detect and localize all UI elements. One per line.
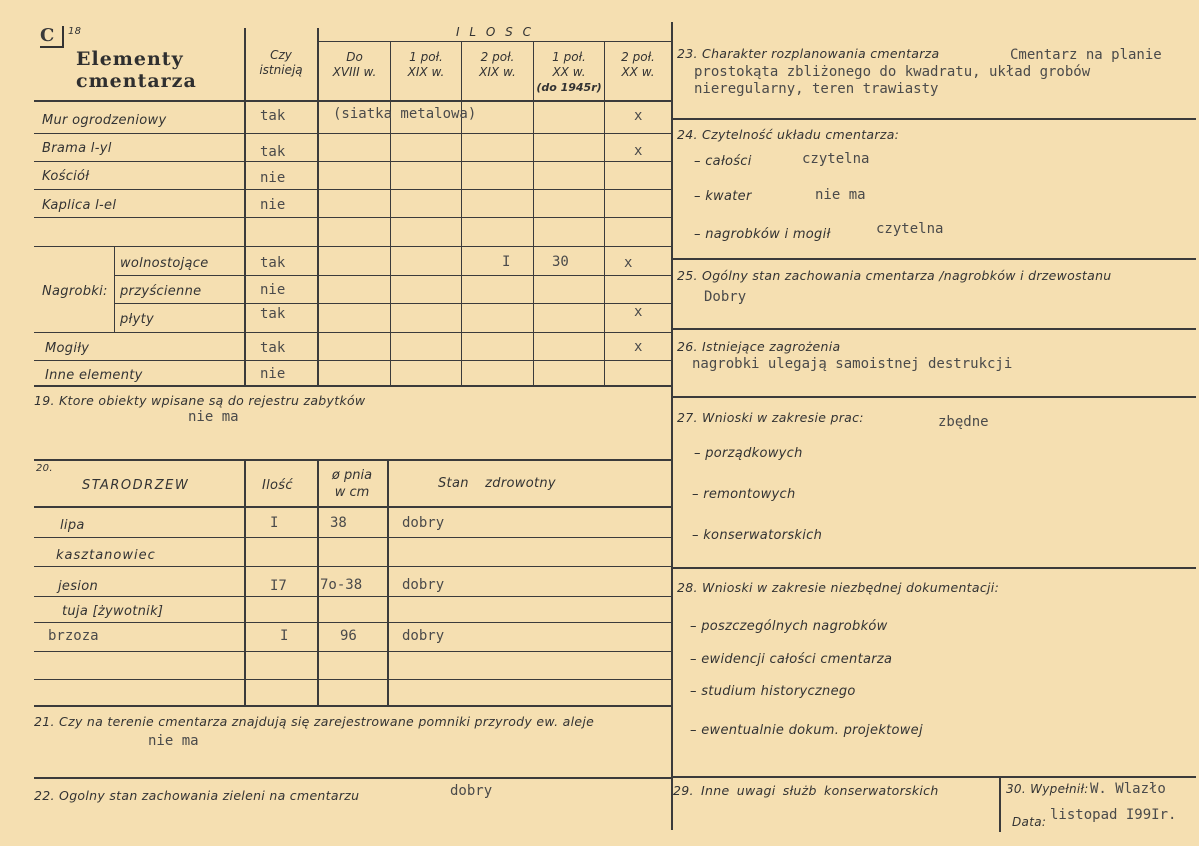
- tree-qty: I: [270, 515, 279, 531]
- grid-line: [34, 777, 672, 779]
- q24-label: 24. Czytelność układu cmentarza:: [677, 127, 900, 142]
- q28-item: – poszczególnych nagrobków: [690, 619, 888, 634]
- grave-row-label: wolnostojące: [120, 256, 209, 271]
- tree-qty: I: [280, 628, 289, 644]
- row-exists: nie: [260, 197, 286, 213]
- q20-header-qty: Ilość: [262, 478, 293, 493]
- q23-answer-line3: nieregularny, teren trawiasty: [694, 81, 939, 97]
- q30-date-label: Data:: [1012, 815, 1047, 829]
- q20-number: 20.: [36, 463, 53, 474]
- period-header-5: 2 poł. XX w.: [621, 50, 655, 79]
- q24-item-answer: nie ma: [815, 187, 866, 203]
- period-header-3: 2 poł. XIX w.: [479, 50, 516, 79]
- q26-answer: nagrobki ulegają samoistnej destrukcji: [692, 356, 1013, 372]
- q27-item: – remontowych: [692, 487, 796, 502]
- row-mark: x: [634, 143, 643, 159]
- q25-label: 25. Ogólny stan zachowania cmentarza /nagrobków i drzewostanu: [677, 268, 1112, 283]
- grave-row-count: I: [502, 254, 511, 270]
- row-exists: nie: [260, 170, 286, 186]
- row-label: Mur ogrodzeniowy: [42, 113, 167, 128]
- tree-health: dobry: [402, 628, 445, 644]
- q23-answer-line2: prostokąta zbliżonego do kwadratu, układ grobów: [694, 64, 1091, 80]
- tree-name: jesion: [58, 579, 98, 594]
- grave-row-mark: x: [624, 255, 633, 271]
- q29-label: 29. Inne uwagi służb konserwatorskich: [673, 783, 939, 798]
- period-header-4: 1 poł. XX w. (do 1945r): [536, 50, 602, 94]
- q27-answer: zbędne: [938, 414, 989, 430]
- grid-line: [34, 217, 672, 218]
- tree-diam: 96: [340, 628, 357, 644]
- grave-row-label: przyścienne: [120, 284, 202, 299]
- q19-answer: nie ma: [188, 409, 239, 425]
- q19-label: 19. Ktore obiekty wpisane są do rejestru zabytków: [34, 393, 366, 408]
- q30-label: 30. Wypełnił:: [1006, 782, 1089, 796]
- grid-line: [114, 275, 672, 276]
- grid-line: [672, 328, 1196, 330]
- q28-item: – studium historycznego: [690, 684, 856, 699]
- q27-label: 27. Wnioski w zakresie prac:: [677, 410, 864, 425]
- q23-answer-line1: Cmentarz na planie: [1010, 47, 1162, 63]
- grid-line: [34, 360, 672, 361]
- q28-label: 28. Wnioski w zakresie niezbędnej dokumentacji:: [677, 580, 1000, 595]
- grid-line: [604, 42, 605, 386]
- grid-line: [672, 118, 1196, 120]
- period-header-1: Do XVIII w.: [332, 50, 377, 79]
- period-header-2: 1 poł. XIX w.: [407, 50, 445, 79]
- q24-item-label: – całości: [694, 154, 752, 169]
- row-exists: nie: [260, 366, 286, 382]
- section-letter-box: C: [40, 26, 64, 48]
- tree-name: lipa: [60, 518, 85, 533]
- section-number: 18: [68, 26, 82, 37]
- tree-health: dobry: [402, 577, 445, 593]
- center-divider: [671, 22, 673, 830]
- grave-row-exists: tak: [260, 306, 286, 322]
- tree-diam: 38: [330, 515, 347, 531]
- row-label: Kościół: [42, 169, 90, 184]
- row-exists: tak: [260, 340, 286, 356]
- grid-line: [34, 622, 672, 623]
- grid-line: [34, 385, 672, 387]
- q22-label: 22. Ogolny stan zachowania zieleni na cmentarzu: [34, 788, 360, 803]
- elements-title-line1: Elementy: [76, 48, 184, 70]
- row-label: Mogiły: [45, 341, 90, 356]
- grid-line: [34, 189, 672, 190]
- row-label: Kaplica l-el: [42, 198, 117, 213]
- q24-item-label: – nagrobków i mogił: [694, 227, 831, 242]
- grid-line: [34, 133, 672, 134]
- grid-line: [999, 776, 1001, 832]
- grave-row-label: płyty: [120, 312, 154, 327]
- grid-line: [317, 41, 672, 42]
- grid-line: [34, 596, 672, 597]
- grid-line: [672, 396, 1196, 398]
- graves-label: Nagrobki:: [42, 284, 108, 299]
- q24-item-answer: czytelna: [802, 151, 870, 167]
- row-mark: x: [634, 108, 643, 124]
- grid-line: [244, 459, 246, 707]
- elements-title-line2: cmentarza: [76, 70, 197, 92]
- row-exists: tak: [260, 108, 286, 124]
- grave-row-count: 30: [552, 254, 569, 270]
- q23-label: 23. Charakter rozplanowania cmentarza: [677, 46, 940, 61]
- tree-qty: I7: [270, 578, 287, 594]
- row-exists: tak: [260, 144, 286, 160]
- tree-name: brzoza: [48, 628, 99, 644]
- grid-line: [672, 567, 1196, 569]
- grid-line: [34, 651, 672, 652]
- grave-row-mark: x: [634, 304, 643, 320]
- tree-health: dobry: [402, 515, 445, 531]
- q30-name: W. Wlazło: [1090, 781, 1166, 797]
- grid-line: [387, 459, 389, 707]
- grid-line: [34, 537, 672, 538]
- q28-item: – ewentualnie dokum. projektowej: [690, 723, 923, 738]
- q24-item-answer: czytelna: [876, 221, 944, 237]
- grid-line: [34, 161, 672, 162]
- tree-name: tuja [żywotnik]: [62, 604, 164, 619]
- grid-line: [34, 332, 672, 333]
- q21-answer: nie ma: [148, 733, 199, 749]
- row-label: Inne elementy: [45, 368, 143, 383]
- tree-diam: 7o-38: [320, 577, 363, 593]
- grave-row-exists: tak: [260, 255, 286, 271]
- q20-header-name: STARODRZEW: [82, 478, 190, 493]
- grid-line: [461, 42, 462, 386]
- quantity-header: I L O S C: [456, 25, 534, 39]
- grid-line: [672, 776, 1196, 778]
- row-label: Brama l-yl: [42, 141, 112, 156]
- q20-header-health: Stan zdrowotny: [438, 476, 556, 491]
- q20-header-diam: ø pnia w cm: [331, 468, 373, 500]
- row-mark: x: [634, 339, 643, 355]
- grid-line: [34, 246, 672, 247]
- row-note: (siatka metalowa): [333, 106, 477, 122]
- q26-label: 26. Istniejące zagrożenia: [677, 339, 841, 354]
- q25-answer: Dobry: [704, 289, 747, 305]
- q30-date: listopad I99Ir.: [1050, 807, 1177, 823]
- grid-line: [390, 42, 391, 386]
- q21-label: 21. Czy na terenie cmentarza znajdują się zarejestrowane pomniki przyrody ew. aleje: [34, 714, 595, 729]
- exists-header: Czy istnieją: [259, 48, 303, 77]
- grid-line: [114, 246, 115, 332]
- q24-item-label: – kwater: [694, 189, 752, 204]
- grave-row-exists: nie: [260, 282, 286, 298]
- grid-line: [34, 100, 672, 102]
- grid-line: [34, 459, 672, 461]
- q27-item: – porządkowych: [694, 446, 803, 461]
- grid-line: [34, 705, 672, 707]
- grid-line: [34, 679, 672, 680]
- grid-line: [114, 303, 672, 304]
- grid-line: [672, 258, 1196, 260]
- grid-line: [34, 506, 672, 508]
- q22-answer: dobry: [450, 783, 493, 799]
- q28-item: – ewidencji całości cmentarza: [690, 652, 893, 667]
- q27-item: – konserwatorskich: [692, 528, 823, 543]
- tree-name: kasztanowiec: [56, 548, 156, 563]
- grid-line: [34, 566, 672, 567]
